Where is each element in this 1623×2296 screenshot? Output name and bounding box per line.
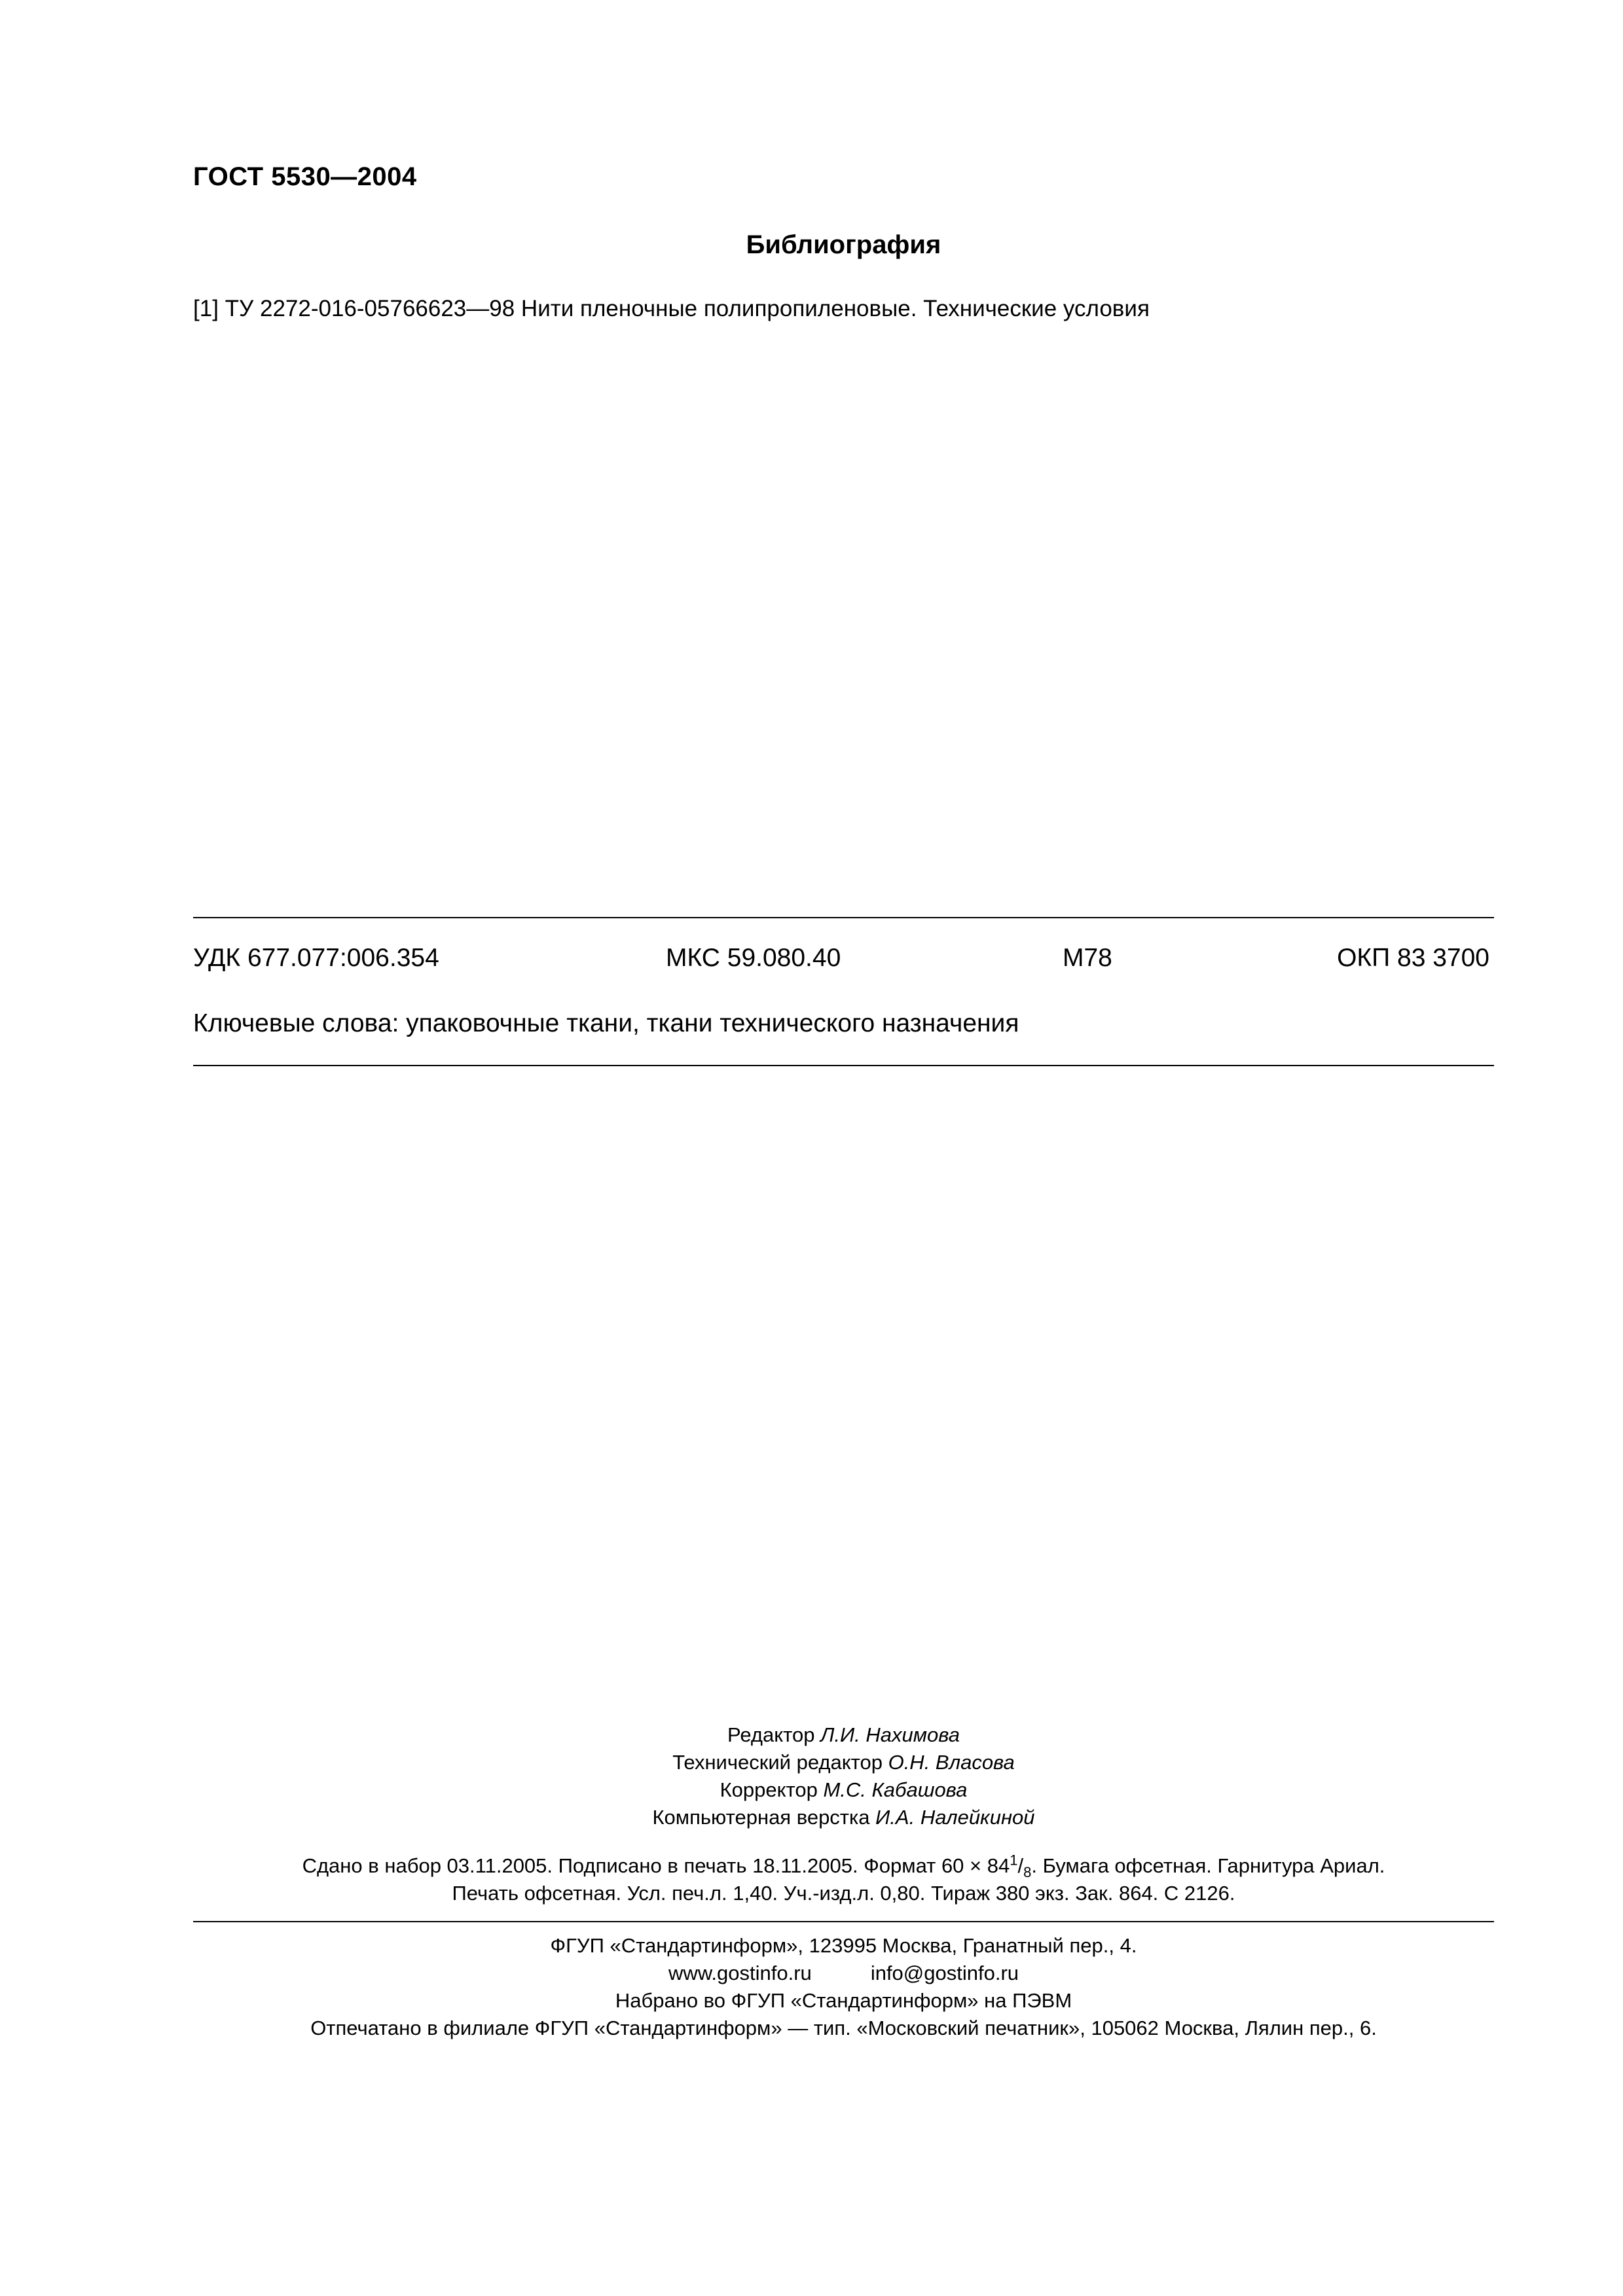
publisher-website: www.gostinfo.ru [668,1962,812,1984]
editor-name: Л.И. Нахимова [820,1723,960,1746]
publisher-contacts [193,1960,1494,1987]
keywords: Ключевые слова: упаковочные ткани, ткани технического назначения [193,1009,1019,1037]
layout-name: И.А. Налейкиной [875,1806,1035,1829]
format-subscript: 8 [1023,1864,1032,1881]
print-info-line-1 [193,1852,1494,1880]
print-info-line-1-start: Сдано в набор 03.11.2005. Подписано в печать 18.11.2005. Формат 60 × 84 [302,1854,1010,1877]
tech-editor-name: О.Н. Власова [888,1751,1015,1774]
printed-note: Отпечатано в филиале ФГУП «Стандартинформ» — тип. «Московский печатник», 105062 Москва, Лялин пер., 6. [310,2017,1377,2039]
proofreader-line [193,1776,1494,1804]
typeset-note: Набрано во ФГУП «Стандартинформ» на ПЭВМ [615,1989,1072,2012]
bibliography-entry: [1] ТУ 2272-016-05766623—98 Нити пленочные полипропиленовые. Технические условия [193,296,1150,321]
divider-bottom [193,1921,1494,1922]
format-slash: / [1017,1854,1024,1877]
format-superscript: 1 [1010,1852,1018,1869]
publisher-info [193,1932,1494,2042]
editor-line [193,1721,1494,1749]
print-info-line-1-end: . Бумага офсетная. Гарнитура Ариал. [1031,1854,1385,1877]
tech-editor-line [193,1749,1494,1776]
group-code: М78 [1063,944,1112,972]
publisher-email: info@gostinfo.ru [870,1962,1019,1984]
tech-editor-role: Технический редактор [672,1751,883,1774]
proofreader-role: Корректор [720,1778,818,1801]
mks-code: МКС 59.080.40 [666,944,841,972]
staff-credits [193,1721,1494,1831]
print-info [193,1852,1494,1907]
publisher-address: ФГУП «Стандартинформ», 123995 Москва, Гранатный пер., 4. [550,1934,1137,1957]
layout-line [193,1804,1494,1831]
divider-top [193,917,1494,918]
okp-code: ОКП 83 3700 [1337,944,1489,972]
divider-middle [193,1065,1494,1066]
print-info-line-2: Печать офсетная. Усл. печ.л. 1,40. Уч.-изд.л. 0,80. Тираж 380 экз. Зак. 864. С 2126. [452,1882,1235,1905]
editor-role: Редактор [727,1723,815,1746]
proofreader-name: М.С. Кабашова [823,1778,968,1801]
layout-role: Компьютерная верстка [652,1806,870,1829]
udk-code: УДК 677.077:006.354 [193,944,439,972]
standard-id-header: ГОСТ 5530—2004 [193,162,417,191]
bibliography-title: Библиография [746,230,941,259]
